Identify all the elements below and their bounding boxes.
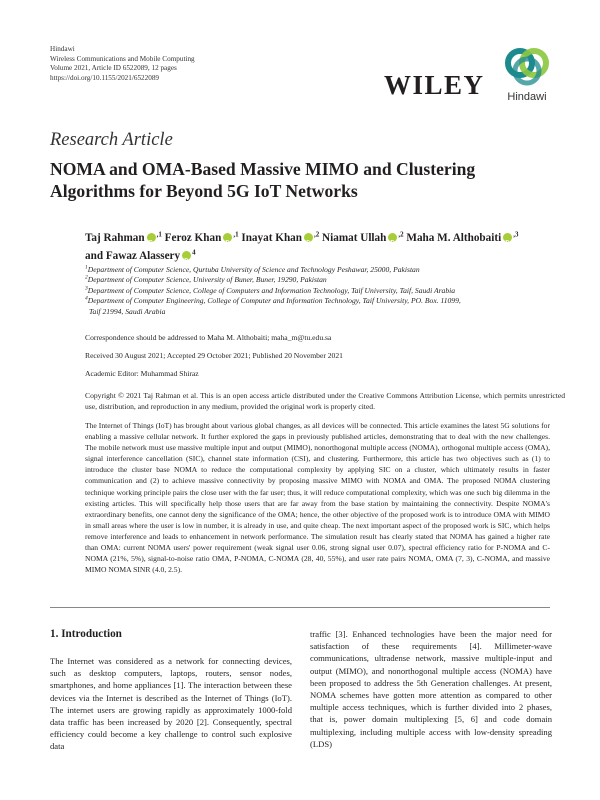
affiliation-text: Department of Computer Engineering, College of Computer and Information Technology, Taif University, PO. Box. 11099, <box>87 296 461 306</box>
author-list <box>85 229 565 265</box>
orcid-icon[interactable] <box>503 233 512 242</box>
author-name: Niamat Ullah <box>322 232 387 244</box>
affiliation-text: Department of Computer Science, University of Buner, Buner, 19290, Pakistan <box>87 275 327 285</box>
author[interactable] <box>85 232 162 244</box>
affiliation-number: 4 <box>85 295 88 302</box>
affiliation-number: 2 <box>85 274 88 281</box>
journal-info <box>50 45 195 83</box>
journal-name: Wireless Communications and Mobile Computing <box>50 54 195 63</box>
author-name: and Fawaz Alassery <box>85 250 181 262</box>
article-type: Research Article <box>50 130 173 150</box>
body-text-right-column: traffic [3]. Enhanced technologies have been the major need for satisfaction of these requirements [4]. Millimeter-wave communications, ultradense network, massive multiple-input and output (MIMO), and nonorthogonal multiple access (NOMA) have been proposed to address the 5th Generation challenges. At present, NOMA schemes have gotten more attention as compared to other multiple access techniques, which is further divided into 2 phases, that is, power domain multiplexing [5, 6] and code domain multiplexing, including multiple access with low-density spreading (LDS) <box>310 629 552 749</box>
section-divider <box>50 607 550 608</box>
author[interactable] <box>322 232 404 244</box>
orcid-icon[interactable] <box>388 233 397 242</box>
paper-title: NOMA and OMA-Based Massive MIMO and Clustering Algorithms for Beyond 5G IoT Networks <box>50 159 476 201</box>
author-affil-sup: ,1 <box>233 230 239 239</box>
affiliation-number: 1 <box>85 264 88 271</box>
author-affil-sup: ,2 <box>398 230 404 239</box>
academic-editor: Academic Editor: Muhammad Shiraz <box>85 369 199 378</box>
affiliation-text: Department of Computer Science, Qurtuba University of Science and Technology Peshawar, 25000, Pakistan <box>87 265 420 274</box>
author-name: Taj Rahman <box>85 232 145 244</box>
author[interactable] <box>85 250 196 262</box>
publisher-line: Hindawi <box>50 45 75 53</box>
section-heading-introduction: 1. Introduction <box>50 628 122 640</box>
orcid-icon[interactable] <box>304 233 313 242</box>
hindawi-logo-text: Hindawi <box>507 91 547 103</box>
body-text-left-column: The Internet was considered as a network for connecting devices, such as desktop computers, laptops, routers, sensor nodes, smartphones, and home appliances [1]. The interaction between these devices via the Internet is described as the Internet of Things (IoT). The internet users are growing rapidly as approximately 1000-fold data traffic has been increased by 2020 [2]. Consequently, spectral efficiency could become a key challenge to control such explosive data <box>50 656 292 752</box>
affiliation <box>85 296 565 306</box>
affiliation-number: 3 <box>85 285 88 292</box>
author-name: Maha M. Althobaiti <box>406 232 502 244</box>
abstract: The Internet of Things (IoT) has brought about various global changes, as all devices will be connected. This article examines the latest 5G solutions for enabling a massive cellular network. It further explored the gaps in previously published articles, demonstrating that to deal with the new challenges. The mobile network must use massive multiple input and output (MIMO), nonorthogonal multiple access (NOMA), orthogonal multiple access (OMA), signal interference cancellation (SIC), channel state information (CSI), and clustering. Furthermore, this article has two objectives such as (1) to introduce the cluster base NOMA to reduce the computational complexity by applying SIC on a cluster, which ultimately results in faster communication and (2) to achieve massive connectivity by proposing massive MIMO with NOMA and OMA. The proposed NOMA clustering technique working principle pairs the close user with the far user; thus, it will reduce computational complexity, which was one such big dilemma in the existing articles. This will specifically help those users that are far away from the base station by maintaining the connectivity. Despite NOMA's extraordinary benefits, one cannot deny the significance of the OMA; hence, the other objective of the proposed work is to introduce OMA with MIMO in small areas where the user is low in number, it is already in use, and quite cheap. The next important aspect of the proposed work is SIC, which helps remove interference and leads to enhancement in network performance. The simulation result has clearly stated that NOMA has gained a higher rate than OMA: current NOMA users' power requirement (weak signal user 0.06, strong signal user 0.07), spectral efficiency ratio for P-NOMA and C-NOMA (21%, 5%), signal-to-noise ratio OMA, P-NOMA, C-NOMA (28, 40, 55%), and user rate pairs NOMA, OMA (7, 3), C-NOMA, and massive MIMO NOMA SINR (4.0, 2.5). <box>85 421 550 575</box>
author[interactable] <box>241 232 319 244</box>
affiliation <box>85 275 565 285</box>
orcid-icon[interactable] <box>223 233 232 242</box>
publication-dates: Received 30 August 2021; Accepted 29 October 2021; Published 20 November 2021 <box>85 351 343 360</box>
author[interactable] <box>165 232 239 244</box>
author[interactable] <box>406 232 518 244</box>
correspondence: Correspondence should be addressed to Maha M. Althobaiti; maha_m@tu.edu.sa <box>85 333 332 342</box>
orcid-icon[interactable] <box>182 251 191 260</box>
copyright-notice: Copyright © 2021 Taj Rahman et al. This is an open access article distributed under the Creative Commons Attribution License, which permits unrestricted use, distribution, and reproduction in any medium, provided the original work is properly cited. <box>85 391 565 411</box>
affiliations <box>85 265 565 317</box>
author-affil-sup: 4 <box>192 248 196 257</box>
author-affil-sup: ,2 <box>313 230 320 239</box>
hindawi-logo-icon <box>498 44 556 90</box>
wiley-logo: WILEY <box>384 70 485 100</box>
affiliation <box>85 265 565 275</box>
affiliation-text: Taif 21994, Saudi Arabia <box>89 306 166 316</box>
doi-link[interactable]: https://doi.org/10.1155/2021/6522089 <box>50 73 160 82</box>
author-affil-sup: ,1 <box>156 230 162 239</box>
orcid-icon[interactable] <box>147 233 156 242</box>
author-affil-sup: ,3 <box>513 230 519 239</box>
author-name: Feroz Khan <box>164 232 222 244</box>
author-name: Inayat Khan <box>241 232 302 244</box>
volume-line: Volume 2021, Article ID 6522089, 12 pages <box>50 64 177 73</box>
affiliation-text: Department of Computer Science, College of Computers and Information Technology, Taif University, Taif, Saudi Arabia <box>87 285 456 295</box>
affiliation <box>85 286 565 296</box>
affiliation-continuation <box>85 307 565 317</box>
